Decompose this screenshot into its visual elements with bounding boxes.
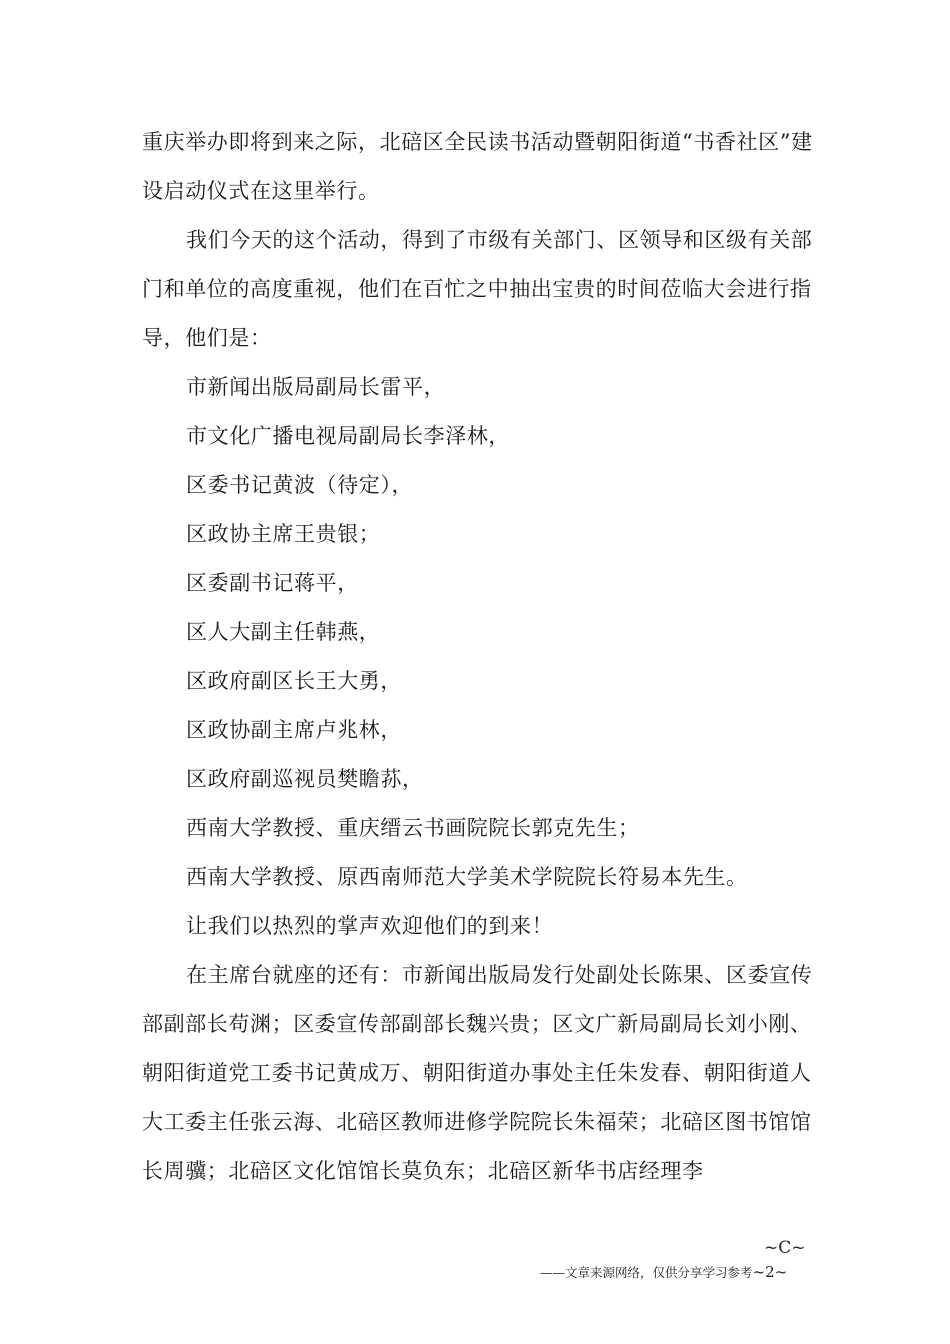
paragraph-podium-guests: 在主席台就座的还有：市新闻出版局发行处副处长陈果、区委宣传部副部长苟渊；区委宣传部副部长魏兴贵；区文广新局副局长刘小刚、朝阳街道党工委书记黄成万、朝阳街道办事处主任朱发春、朝阳街道人大工委主任张云海、北碚区教师进修学院院长朱福荣；北碚区图书馆馆长周骥；北碚区文化馆馆长莫负东；北碚区新华书店经理李 <box>142 963 813 1183</box>
paragraph-opening: 重庆举办即将到来之际，北碚区全民读书活动暨朝阳街道“书香社区”建设启动仪式在这里举行。 <box>142 130 813 203</box>
guest-line: 市新闻出版局副局长雷平， <box>186 375 446 399</box>
footer-mark: ~C~ <box>764 1238 806 1258</box>
guest-line: 区政府副巡视员樊瞻荪， <box>186 767 424 791</box>
guest-line: 区政协主席王贵银； <box>186 522 381 546</box>
footer-source-text: ——文章来源网络，仅供分享学习参考 <box>540 1265 753 1280</box>
footer-note <box>540 1262 787 1283</box>
paragraph-guests-intro: 我们今天的这个活动，得到了市级有关部门、区领导和区级有关部门和单位的高度重视，他们在百忙之中抽出宝贵的时间莅临大会进行指导，他们是： <box>142 228 813 350</box>
guest-line: 市文化广播电视局副局长李泽林， <box>186 424 510 448</box>
document-body <box>142 118 818 1196</box>
guest-line: 区委副书记蒋平， <box>186 571 359 595</box>
guest-line: 西南大学教授、重庆缙云书画院院长郭克先生； <box>186 816 640 840</box>
page-number: ~2~ <box>752 1263 788 1281</box>
paragraph-welcome: 让我们以热烈的掌声欢迎他们的到来！ <box>186 914 554 938</box>
guest-line: 区政府副区长王大勇， <box>186 669 402 693</box>
guest-line: 西南大学教授、原西南师范大学美术学院院长符易本先生。 <box>186 865 748 889</box>
guest-line: 区人大副主任韩燕， <box>186 620 381 644</box>
guest-line: 区委书记黄波（待定）， <box>186 473 414 497</box>
guest-line: 区政协副主席卢兆林， <box>186 718 402 742</box>
